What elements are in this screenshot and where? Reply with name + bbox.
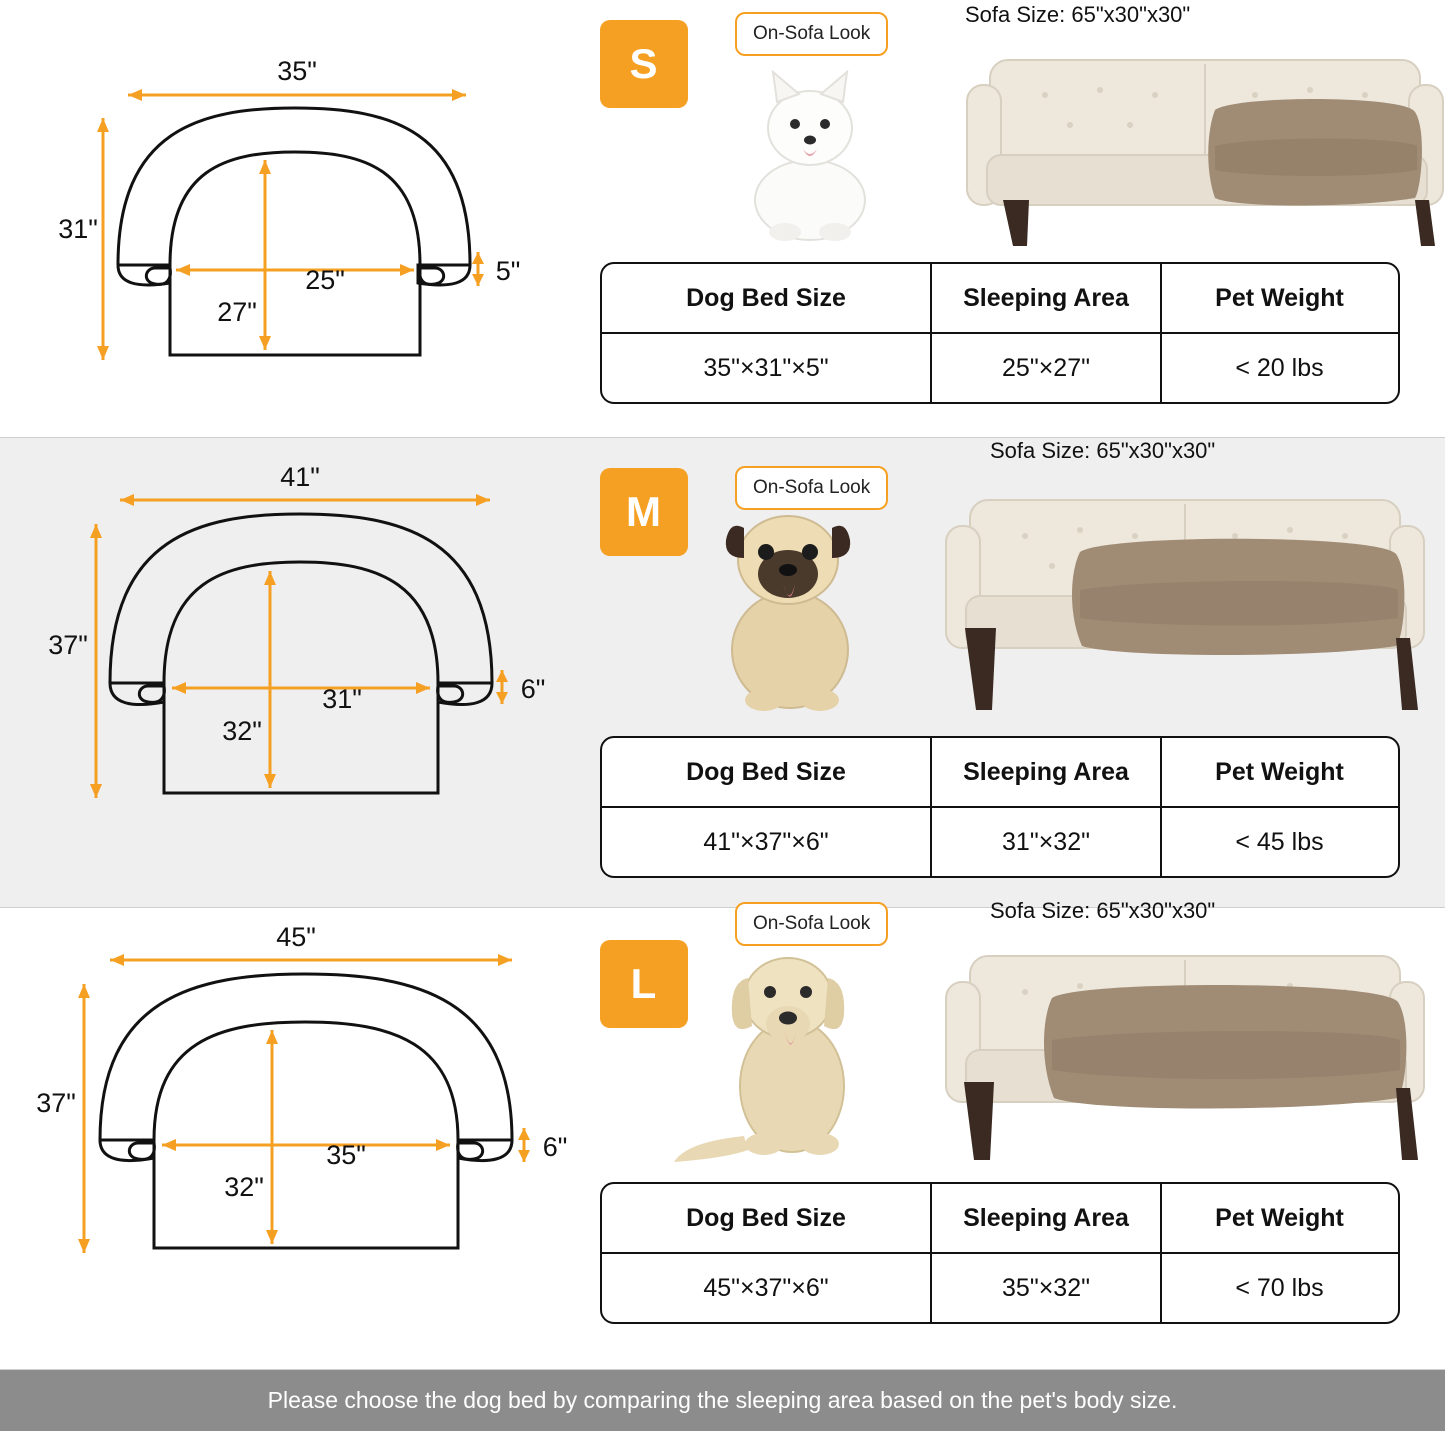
th-sleeping-area: Sleeping Area [932,738,1162,806]
sofa-size-label-small: Sofa Size: 65"x30"x30" [965,2,1191,27]
th-dog-bed-size: Dog Bed Size [602,1184,932,1252]
table-header-row [602,738,1398,808]
dim-height-label: 37" [48,630,88,660]
td-dog-bed-size: 35"×31"×5" [602,334,932,402]
product-photo-small [590,0,1445,437]
dim-inner-height-label: 32" [224,1172,264,1202]
dim-inner-height-label: 32" [222,716,262,746]
table-header-row [602,264,1398,334]
size-badge-large: L [600,940,688,1028]
dim-inner-width-label: 25" [305,265,345,295]
th-dog-bed-size: Dog Bed Size [602,738,932,806]
dim-inner-width-label: 31" [322,684,362,714]
dim-height-label: 31" [58,214,98,244]
dim-bolster-label: 6" [520,674,546,704]
spec-table-large [600,1182,1400,1324]
sofa-illustration-small [715,50,1445,250]
sofa-size-label-medium: Sofa Size: 65"x30"x30" [990,438,1216,463]
td-pet-weight: < 70 lbs [1235,1273,1324,1302]
th-sleeping-area: Sleeping Area [932,1184,1162,1252]
size-row-large [0,898,1445,1357]
dim-inner-height-label: 27" [217,297,257,327]
td-pet-weight: < 45 lbs [1235,827,1324,856]
sofa-illustration-large [660,936,1445,1166]
dog-labrador [674,958,844,1162]
product-photo-large [590,898,1445,1357]
size-row-medium [0,437,1445,907]
dim-inner-width-label: 35" [326,1140,366,1170]
size-badge-small: S [600,20,688,108]
bed-diagram-medium [0,438,590,907]
th-sleeping-area: Sleeping Area [932,264,1162,332]
td-dog-bed-size: 45"×37"×6" [602,1254,932,1322]
bed-diagram-small [0,0,590,437]
dim-height-label: 37" [36,1088,76,1118]
footer-note: Please choose the dog bed by comparing the sleeping area based on the pet's body size. [0,1369,1445,1431]
spec-table-small [600,262,1400,404]
on-sofa-look-badge-medium: On-Sofa Look [735,466,888,510]
dim-width-label: 41" [280,462,320,492]
td-sleeping-area: 35"×32" [932,1254,1162,1322]
size-badge-medium: M [600,468,688,556]
dim-bolster-label: 6" [542,1132,568,1162]
th-pet-weight: Pet Weight [1215,283,1344,312]
th-pet-weight: Pet Weight [1215,757,1344,786]
td-sleeping-area: 31"×32" [932,808,1162,876]
td-dog-bed-size: 41"×37"×6" [602,808,932,876]
bed-diagram-large [0,908,590,1357]
dog-pomeranian [755,72,865,241]
th-dog-bed-size: Dog Bed Size [602,264,932,332]
table-row [602,808,1398,876]
spec-table-medium [600,736,1400,878]
table-row [602,1254,1398,1322]
td-sleeping-area: 25"×27" [932,334,1162,402]
table-row [602,334,1398,402]
sofa-illustration-medium [680,478,1445,718]
size-row-small [0,0,1445,437]
dim-width-label: 35" [277,56,317,86]
dim-bolster-label: 5" [495,256,521,286]
dog-pug [726,516,850,711]
on-sofa-look-badge-small: On-Sofa Look [735,12,888,56]
product-photo-medium [590,438,1445,907]
th-pet-weight: Pet Weight [1215,1203,1344,1232]
table-header-row [602,1184,1398,1254]
td-pet-weight: < 20 lbs [1235,353,1324,382]
on-sofa-look-badge-large: On-Sofa Look [735,902,888,946]
sofa-size-label-large: Sofa Size: 65"x30"x30" [990,898,1216,923]
dim-width-label: 45" [276,922,316,952]
